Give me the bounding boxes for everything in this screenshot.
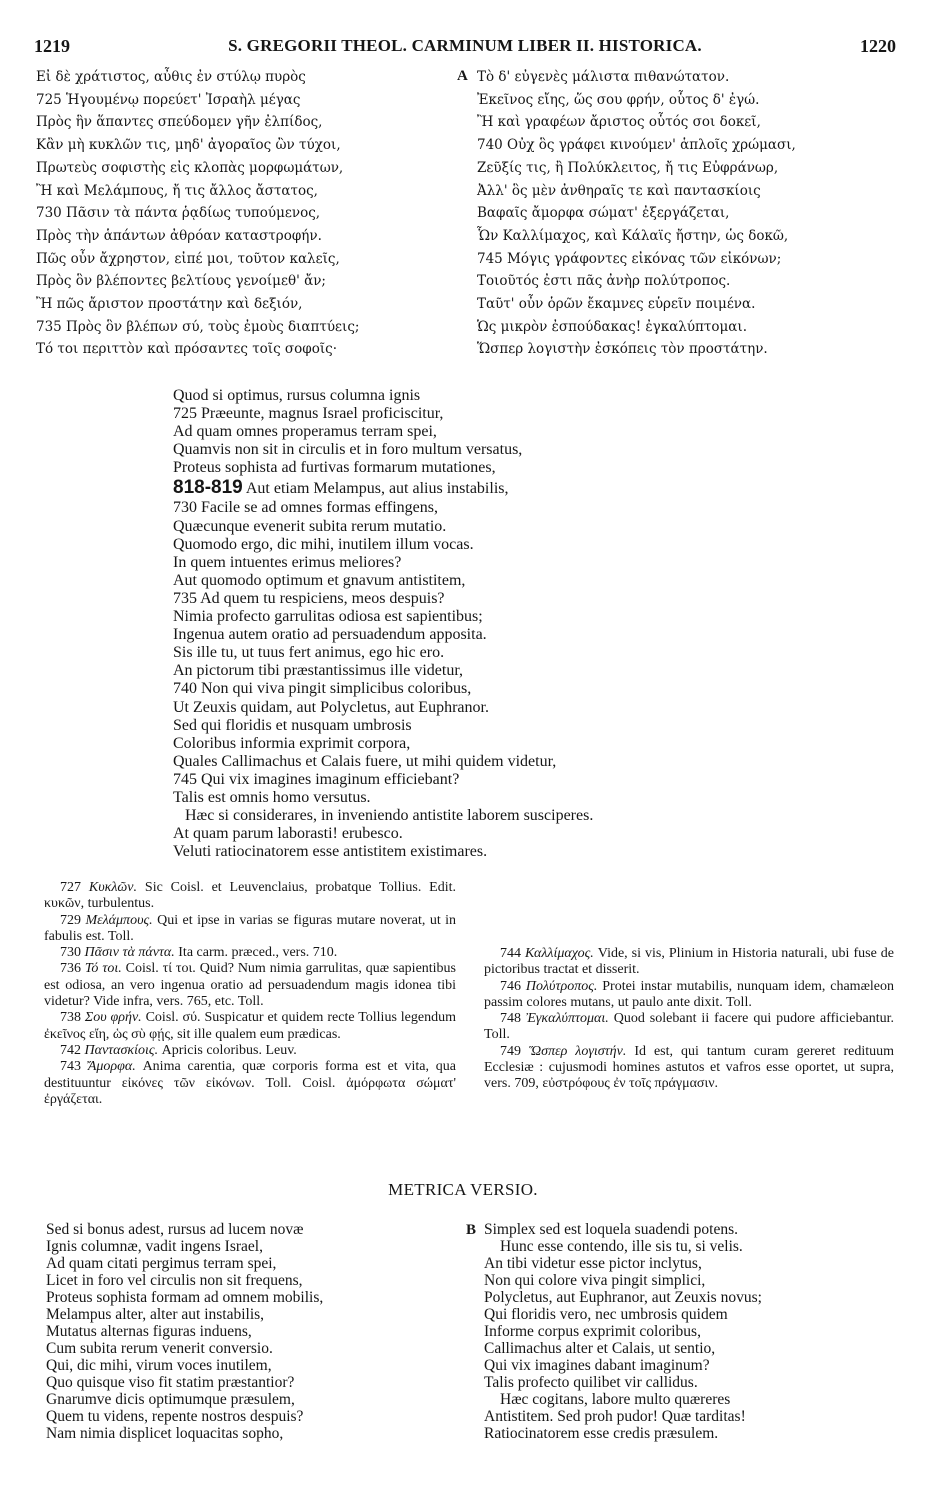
- metrica-line: Qui floridis vero, nec umbrosis quidem: [484, 1306, 728, 1323]
- translation-line: 730 Facile se ad omnes formas effingens,: [173, 499, 438, 517]
- verse-line: Ἢ καὶ Μελάμπους, ἤ τις ἄλλος ἄστατος,: [36, 182, 318, 199]
- metrica-line: Ad quam citati pergimus terram spei,: [46, 1255, 277, 1272]
- greek-text-right: [477, 66, 897, 361]
- translation-line: Quales Callimachus et Calais fuere, ut mihi quidem videtur,: [173, 752, 557, 770]
- footnote: 743 Ἄμορφα. Anima carentia, quæ corporis forma est et vita, qua destituuntur εἰκόνες τῶν εἰκόνων. Toll. Coisl. ἀμόρφωτα σώματ' ἐργάζεται.: [44, 1059, 457, 1107]
- verse-line: Ὡς μικρὸν ἐσπούδακας! ἐγκαλύπτομαι.: [477, 318, 747, 335]
- footnote: 727 Κυκλῶν. Sic Coisl. et Leuvenclaius, probatque Tollius. Edit. κυκῶν, turbulentus.: [44, 880, 457, 912]
- metrica-line: Gnarumve dicis optimumque præsulem,: [46, 1391, 295, 1408]
- verse-line: Πῶς οὖν ἄχρηστον, εἰπέ μοι, τοῦτον καλεῖς,: [36, 250, 340, 267]
- metrica-line: An tibi videtur esse pictor inclytus,: [484, 1255, 702, 1272]
- metrica-line: Callimachus alter et Calais, ut sentio,: [484, 1340, 716, 1357]
- translation-line: Coloribus informia exprimit corpora,: [173, 734, 411, 752]
- verse-line: Πρὸς ἣν ἅπαντες σπεύδομεν γῆν ἐλπίδος,: [36, 114, 323, 131]
- translation-line: 725 Præeunte, magnus Israel proficiscitur,: [173, 405, 444, 423]
- column-marker-a: A: [457, 68, 468, 84]
- metrica-line: Licet in foro vel circulis non sit frequens,: [46, 1272, 303, 1289]
- translation-line: Aut quomodo optimum et gnavum antistitem,: [173, 571, 466, 589]
- verse-line: 745 Μόγις γράφοντες εἰκόνας τῶν εἰκόνων;: [477, 250, 782, 267]
- page-number-right: 1220: [860, 36, 896, 56]
- translation-line: Hæc si considerares, in inveniendo antistite laborem susciperes.: [185, 807, 594, 825]
- metrica-line: Antistitem. Sed proh pudor! Quæ tarditas!: [484, 1408, 746, 1425]
- latin-translation: [173, 387, 733, 861]
- translation-line: In quem intuentes erimus meliores?: [173, 553, 402, 571]
- footnote: 730 Πᾶσιν τὰ πάντα. Ita carm. præced., vers. 710.: [60, 945, 338, 961]
- metrica-line: Sed si bonus adest, rursus ad lucem novæ: [46, 1221, 304, 1238]
- verse-line: Τό τοι περιττὸν καὶ πρόσαντες τοῖς σοφοῖς·: [36, 341, 338, 358]
- verse-line: Ζεῦξίς τις, ἢ Πολύκλειτος, ἤ τις Εὐφράνωρ,: [477, 159, 779, 176]
- footnote: 748 Ἐγκαλύπτομαι. Quod solebant ii facere qui pudore afficiebantur. Toll.: [484, 1011, 894, 1043]
- verse-line: Ὥσπερ λογιστὴν ἐσκόπεις τὸν προστάτην.: [477, 341, 768, 358]
- metrica-line: Talis profecto quilibet vir callidus.: [484, 1374, 698, 1391]
- verse-line: Πρὸς ὃν βλέποντες βελτίους γενοίμεθ' ἄν;: [36, 273, 326, 290]
- metrica-line: Polycletus, aut Euphranor, aut Zeuxis novus;: [484, 1289, 762, 1306]
- metrica-line: Ignis columnæ, vadit ingens Israel,: [46, 1238, 263, 1255]
- page-number-left: 1219: [34, 36, 70, 56]
- verse-line: 735 Πρὸς ὃν βλέπων σύ, τοὺς ἐμοὺς διαπτύεις;: [36, 318, 360, 335]
- verse-line: Τὸ δ' εὐγενὲς μάλιστα πιθανώτατον.: [477, 69, 730, 85]
- metrica-line: Qui, dic mihi, virum voces inutilem,: [46, 1357, 272, 1374]
- translation-line: Quod si optimus, rursus columna ignis: [173, 387, 421, 404]
- metrica-right: [484, 1221, 896, 1442]
- notes-right: [484, 946, 894, 1093]
- translation-line-with-folio: [173, 477, 733, 499]
- translation-line: Nimia profecto garrulitas odiosa est sapientibus;: [173, 608, 483, 626]
- notes-left: [44, 880, 456, 1108]
- metrica-line: Mutatus alternas figuras induens,: [46, 1323, 252, 1340]
- footnote: 738 Σου φρήν. Coisl. σύ. Suspicatur et quidem recte Tollius legendum ἐκεῖνος εἴη, ὡς σὺ φῄς, sit ille qualem eum prædicas.: [44, 1010, 456, 1042]
- folio-mark: 818-819: [173, 477, 243, 499]
- verse-line: Ὧν Καλλίμαχος, καὶ Κάλαϊς ἤστην, ὡς δοκῶ,: [477, 227, 789, 244]
- verse-line: Ἐκεῖνος εἴης, ὥς σου φρήν, οὗτος δ' ἐγώ.: [477, 91, 760, 108]
- metrica-line: Ratiocinatorem esse credis præsulem.: [484, 1425, 719, 1442]
- translation-line: 740 Non qui viva pingit simplicibus coloribus,: [173, 680, 472, 698]
- translation-line: 735 Ad quem tu respiciens, meos despuis?: [173, 589, 445, 607]
- metrica-versio-title: METRICA VERSIO.: [388, 1180, 538, 1199]
- page-header: [34, 36, 896, 60]
- footnote: 744 Καλλίμαχος. Vide, si vis, Plinium in Historia naturali, ubi fuse de pictoribus tractat et disserit.: [484, 946, 895, 978]
- footnote: 729 Μελάμπους. Qui et ipse in varias se figuras mutare noverat, ut in fabulis est. Toll.: [44, 912, 457, 944]
- verse-line: Ἀλλ' ὃς μὲν ἀνθηραῖς τε καὶ παντασκίοις: [477, 182, 761, 199]
- translation-line: Ut Zeuxis quidam, aut Polycletus, aut Euphranor.: [173, 698, 489, 716]
- metrica-line: Quem tu videns, repente nostros despuis?: [46, 1408, 304, 1425]
- metrica-line: Melampus alter, alter aut instabilis,: [46, 1306, 265, 1323]
- translation-line: Talis est omnis homo versutus.: [173, 788, 371, 806]
- verse-line: 725 Ἡγουμένῳ πορεύετ' Ἰσραὴλ μέγας: [36, 91, 301, 108]
- metrica-left: [46, 1221, 456, 1442]
- metrica-line: Hæc cogitans, labore multo quæreres: [500, 1391, 731, 1408]
- translation-line: Quamvis non sit in circulis et in foro multum versatus,: [173, 441, 523, 459]
- verse-line: Ταῦτ' οὖν ὁρῶν ἔκαμνες εὑρεῖν ποιμένα.: [477, 296, 756, 313]
- translation-line: 745 Qui vix imagines imaginum efficiebant?: [173, 770, 460, 788]
- metrica-line: Nam nimia displicet loquacitas sopho,: [46, 1425, 284, 1442]
- metrica-line: Quo quisque viso fit statim præstantior?: [46, 1374, 295, 1391]
- verse-line: Κἂν μὴ κυκλῶν τις, μηδ' ἀγοραῖος ὢν τύχοι,: [36, 137, 341, 154]
- verse-line: Πρωτεὺς σοφιστὴς εἰς κλοπὰς μορφωμάτων,: [36, 159, 344, 176]
- metrica-line: Simplex sed est loquela suadendi potens.: [484, 1221, 738, 1238]
- verse-line: Βαφαῖς ἄμορφα σώματ' ἐξεργάζεται,: [477, 205, 730, 222]
- verse-line: Πρὸς τὴν ἁπάντων ἀθρόαν καταστροφήν.: [36, 227, 322, 244]
- verse-line: Ἢ πῶς ἄριστον προστάτην καὶ δεξιόν,: [36, 296, 303, 313]
- footnote: 742 Παντασκίοις. Apricis coloribus. Leuv.: [60, 1042, 297, 1058]
- translation-line: Quæcunque evenerit subita rerum mutatio.: [173, 517, 447, 535]
- greek-text-left: [36, 66, 446, 361]
- metrica-line: Cum subita rerum venerit conversio.: [46, 1340, 273, 1357]
- translation-line: Proteus sophista ad furtivas formarum mutationes,: [173, 459, 496, 477]
- translation-line: Ad quam omnes properamus terram spei,: [173, 423, 437, 441]
- translation-line: Aut etiam Melampus, aut alius instabilis,: [245, 480, 509, 498]
- footnote: 746 Πολύτροπος. Protei instar mutabilis, nunquam idem, chamæleon passim colores mutans, ut paulo ante dixit. Toll.: [484, 978, 895, 1010]
- translation-line: Quomodo ergo, dic mihi, inutilem illum vocas.: [173, 535, 474, 553]
- running-title: S. GREGORII THEOL. CARMINUM LIBER II. HISTORICA.: [228, 36, 702, 55]
- translation-line: Sed qui floridis et nusquam umbrosis: [173, 716, 412, 734]
- translation-line: Ingenua autem oratio ad persuadendum apposita.: [173, 626, 487, 644]
- translation-line: Veluti ratiocinatorem esse antistitem existimares.: [173, 843, 488, 861]
- verse-line: Εἰ δὲ χράτιστος, αὖθις ἐν στύλῳ πυρὸς: [36, 69, 306, 85]
- metrica-line: Hunc esse contendo, ille sis tu, si velis.: [500, 1238, 743, 1255]
- translation-line: At quam parum laborasti! erubesco.: [173, 825, 403, 843]
- metrica-line: Informe corpus exprimit coloribus,: [484, 1323, 701, 1340]
- column-marker-b: B: [466, 1222, 477, 1238]
- verse-line: Τοιοῦτός ἐστι πᾶς ἀνὴρ πολύτροπος.: [477, 273, 731, 290]
- metrica-line: Non qui colore viva pingit simplici,: [484, 1272, 706, 1289]
- metrica-line: Qui vix imagines dabant imaginum?: [484, 1357, 710, 1374]
- verse-line: Ἢ καὶ γραφέων ἄριστος οὗτός σοι δοκεῖ,: [477, 114, 761, 131]
- verse-line: 740 Οὐχ ὃς γράφει κινούμεν' ἁπλοῖς χρώμασι,: [477, 137, 796, 154]
- verse-line: 730 Πᾶσιν τὰ πάντα ῥᾳδίως τυπούμενος,: [36, 205, 321, 222]
- footnote: 736 Τό τοι. Coisl. τί τοι. Quid? Num nimia garrulitas, quæ sapientibus est odiosa, an vero ingenua oratio ad persuadendum magis idonea tibi videtur? Vide infra, vers. 765, etc. Toll.: [44, 961, 457, 1010]
- metrica-line: Proteus sophista formam ad omnem mobilis,: [46, 1289, 324, 1306]
- translation-line: An pictorum tibi præstantissimus ille videtur,: [173, 662, 464, 680]
- translation-line: Sis ille tu, ut tuus fert animus, ego hic ero.: [173, 644, 445, 662]
- footnote: 749 Ὥσπερ λογιστήν. Id est, qui tantum curam gereret redituum Ecclesiæ : cujusmodi homines astutos et vafros esse oportet, ut supra, vers. 709, εὐστρόφους ἐν τοῖς πράγμασιν.: [484, 1043, 895, 1092]
